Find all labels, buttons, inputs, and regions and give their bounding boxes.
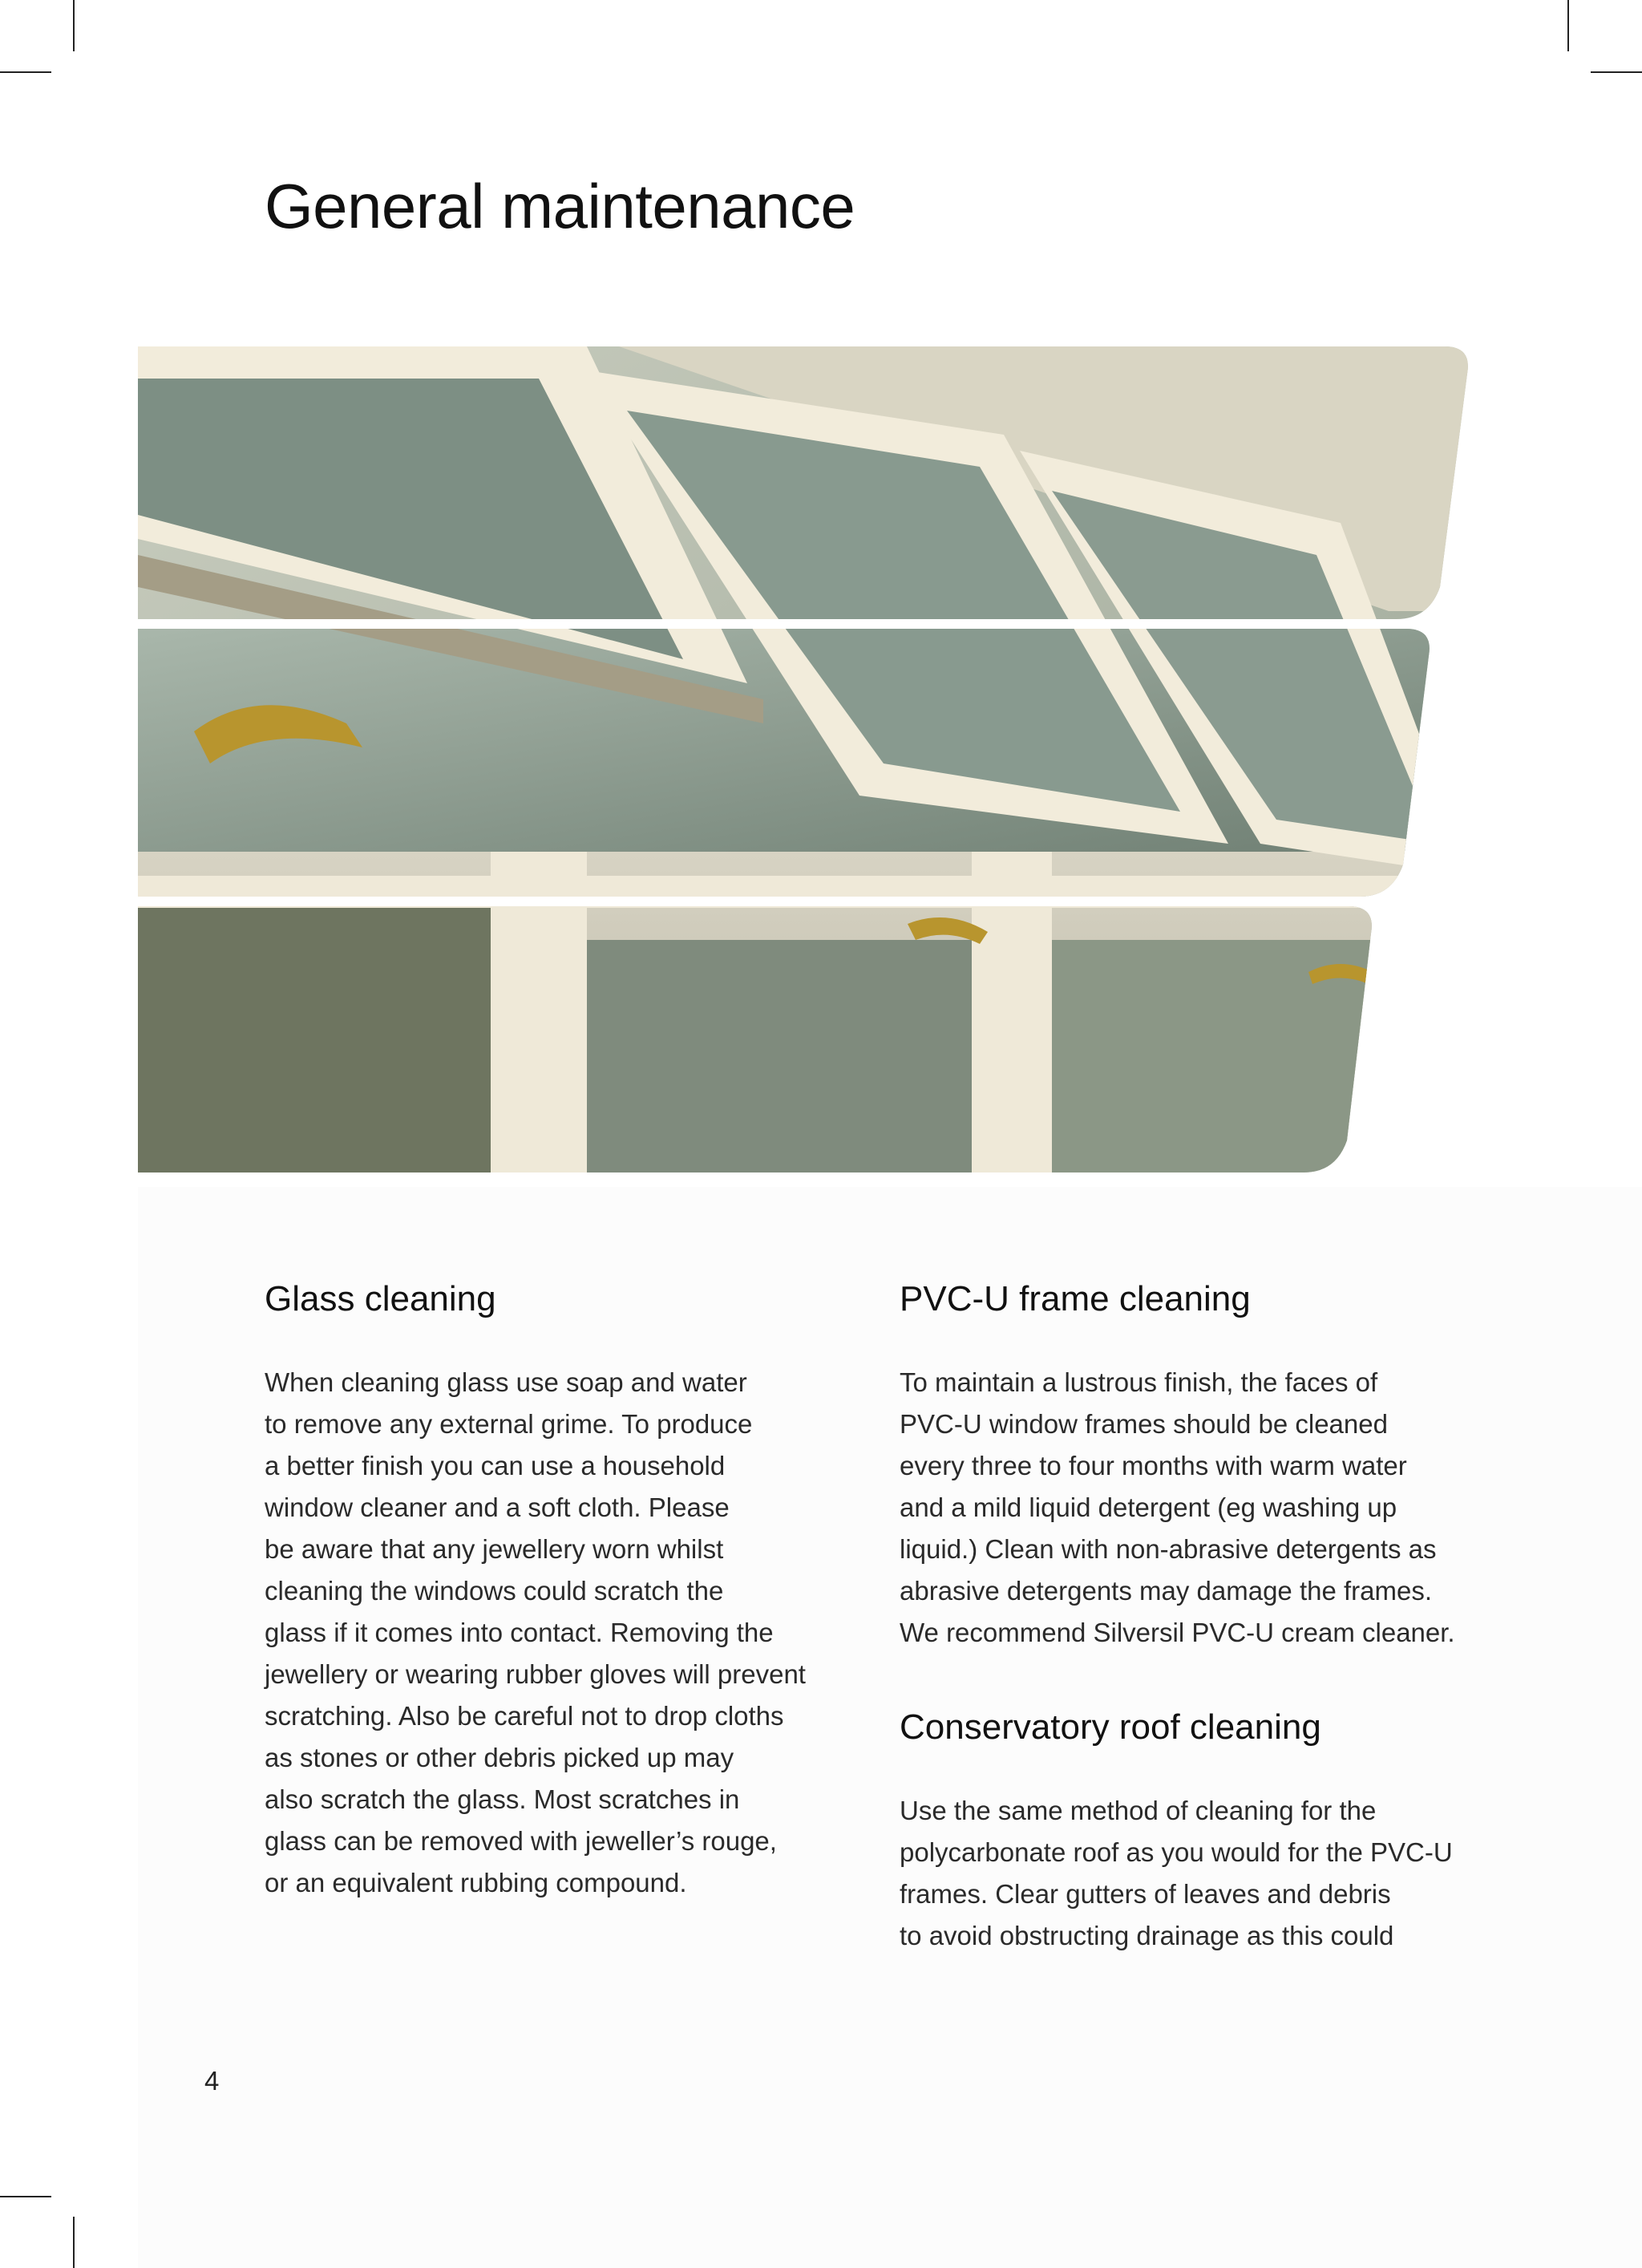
section-body	[900, 1790, 1493, 1957]
body-line: also scratch the glass. Most scratches in	[265, 1784, 740, 1814]
crop-mark	[73, 0, 75, 51]
crop-mark	[0, 2196, 51, 2197]
crop-mark	[1591, 71, 1642, 73]
body-line: a better finish you can use a household	[265, 1451, 726, 1480]
crop-mark	[73, 2217, 75, 2268]
body-line: To maintain a lustrous finish, the faces of	[900, 1367, 1378, 1397]
body-line: scratching. Also be careful not to drop cloths	[265, 1701, 784, 1731]
conservatory-windows-photo	[138, 346, 1472, 1187]
section-heading: PVC-U frame cleaning	[900, 1279, 1251, 1318]
body-line: to remove any external grime. To produce	[265, 1409, 753, 1439]
body-line: cleaning the windows could scratch the	[265, 1576, 724, 1606]
body-line: every three to four months with warm water	[900, 1451, 1407, 1480]
right-column	[900, 1267, 1493, 1957]
body-line: frames. Clear gutters of leaves and debris	[900, 1879, 1391, 1909]
body-line: PVC-U window frames should be cleaned	[900, 1409, 1388, 1439]
roof-cleaning-section	[900, 1695, 1493, 1957]
body-line: to avoid obstructing drainage as this could	[900, 1921, 1394, 1950]
page-title: General maintenance	[265, 171, 855, 241]
body-line: and a mild liquid detergent (eg washing up	[900, 1492, 1397, 1522]
body-line: as stones or other debris picked up may	[265, 1743, 734, 1772]
body-line: jewellery or wearing rubber gloves will prevent	[265, 1659, 806, 1689]
pvcu-cleaning-section	[900, 1267, 1493, 1654]
section-heading: Conservatory roof cleaning	[900, 1707, 1321, 1747]
body-line: window cleaner and a soft cloth. Please	[265, 1492, 730, 1522]
page-number: 4	[204, 2066, 220, 2096]
section-heading: Glass cleaning	[265, 1279, 496, 1318]
body-line: When cleaning glass use soap and water	[265, 1367, 747, 1397]
crop-mark	[0, 71, 51, 73]
section-spacer	[900, 1654, 1493, 1695]
body-line: glass can be removed with jeweller’s rouge,	[265, 1826, 777, 1856]
body-line: Use the same method of cleaning for the	[900, 1796, 1377, 1825]
body-line: polycarbonate roof as you would for the PVC-U	[900, 1837, 1453, 1867]
body-line: glass if it comes into contact. Removing the	[265, 1618, 774, 1647]
section-body	[265, 1362, 826, 1904]
glass-cleaning-section	[265, 1267, 826, 1904]
body-line: or an equivalent rubbing compound.	[265, 1868, 687, 1897]
body-line: We recommend Silversil PVC-U cream cleaner.	[900, 1618, 1455, 1647]
body-line: abrasive detergents may damage the frames.	[900, 1576, 1433, 1606]
body-line: liquid.) Clean with non-abrasive detergents as	[900, 1534, 1437, 1564]
section-body	[900, 1362, 1493, 1654]
crop-mark	[1567, 0, 1569, 51]
body-line: be aware that any jewellery worn whilst	[265, 1534, 724, 1564]
